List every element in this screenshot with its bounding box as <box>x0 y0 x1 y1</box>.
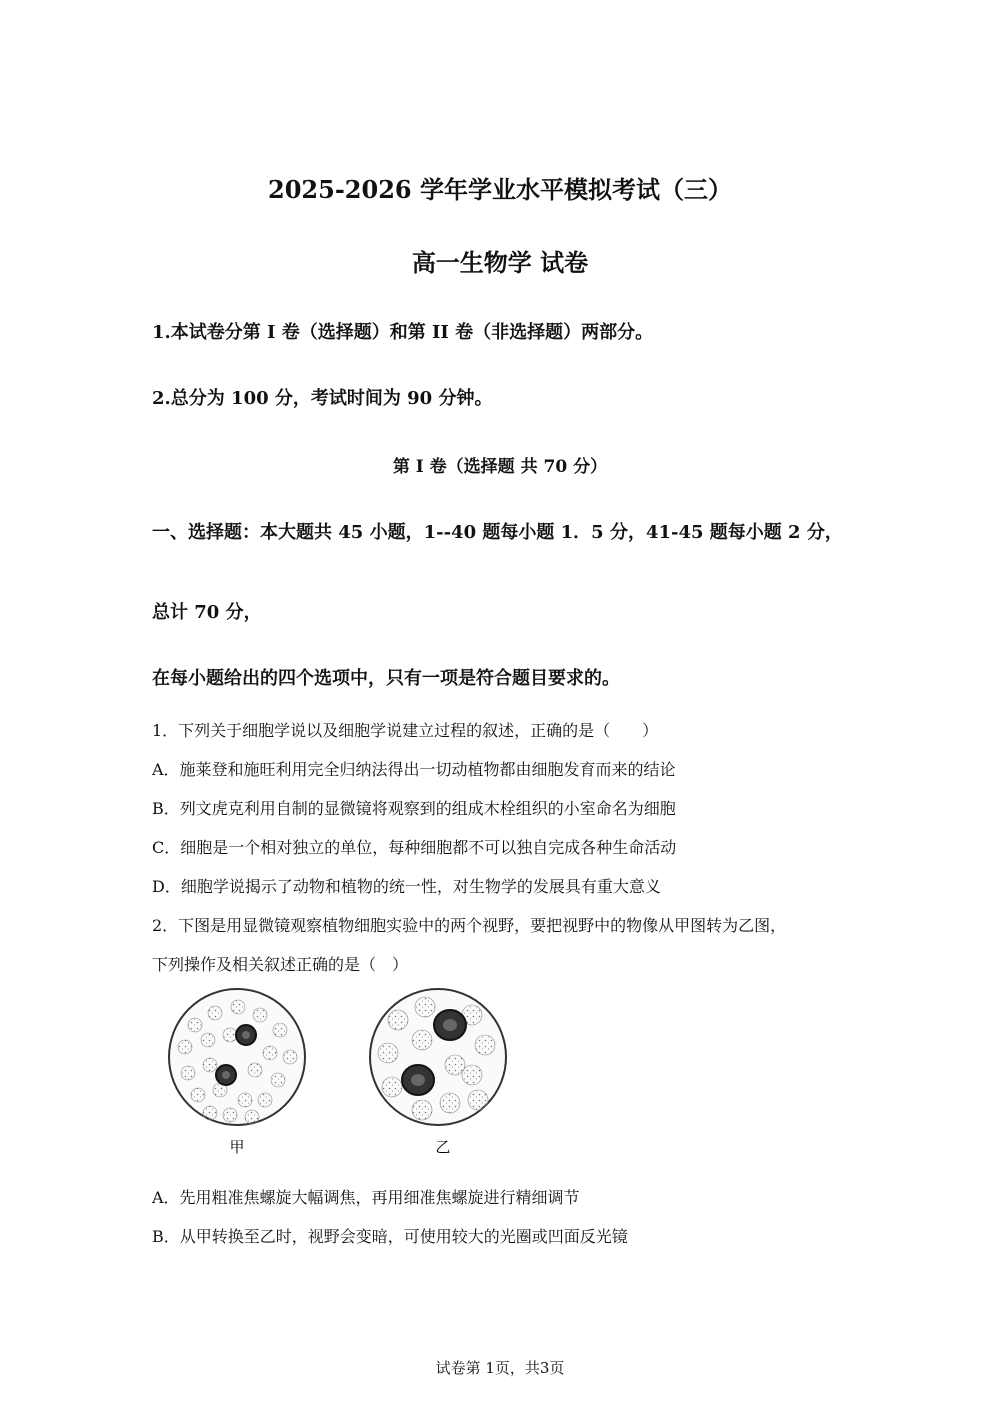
section-heading: 第 I 卷（选择题 共 70 分） <box>392 457 608 477</box>
section-instruction-3: 在每小题给出的四个选项中，只有一项是符合题目要求的。 <box>152 668 620 689</box>
exam-subtitle: 高一生物学 试卷 <box>411 248 589 277</box>
question-1-option-a: A．施莱登和施旺利用完全归纳法得出一切动植物都由细胞发育而来的结论 <box>152 760 676 779</box>
question-2-stem-line-1: 2．下图是用显微镜观察植物细胞实验中的两个视野，要把视野中的物像从甲图转为乙图， <box>152 916 787 935</box>
question-1-option-d: D．细胞学说揭示了动物和植物的统一性，对生物学的发展具有重大意义 <box>152 877 661 896</box>
question-2-stem-line-2: 下列操作及相关叙述正确的是（ ） <box>152 955 409 974</box>
note-2: 2.总分为 100 分，考试时间为 90 分钟。 <box>152 388 493 409</box>
microscope-views-illustration <box>160 985 520 1160</box>
figure-label-jia: 甲 <box>229 1138 245 1156</box>
question-1-option-c: C．细胞是一个相对独立的单位，每种细胞都不可以独自完成各种生命活动 <box>152 838 677 857</box>
section-instruction-2: 总计 70 分， <box>152 602 262 623</box>
page-footer: 试卷第 1页，共3页 <box>435 1359 565 1377</box>
note-1: 1.本试卷分第 I 卷（选择题）和第 II 卷（非选择题）两部分。 <box>152 322 654 343</box>
figure-label-yi: 乙 <box>435 1138 451 1156</box>
exam-title: 2025-2026 学年学业水平模拟考试（三） <box>268 175 732 204</box>
field-jia <box>169 989 305 1125</box>
field-yi <box>370 989 506 1125</box>
question-2-option-b: B．从甲转换至乙时，视野会变暗，可使用较大的光圈或凹面反光镜 <box>152 1227 628 1246</box>
question-2-option-a: A．先用粗准焦螺旋大幅调焦，再用细准焦螺旋进行精细调节 <box>152 1188 580 1207</box>
question-1-option-b: B．列文虎克利用自制的显微镜将观察到的组成木栓组织的小室命名为细胞 <box>152 799 676 818</box>
microscope-figure <box>160 985 520 1160</box>
section-instruction-1: 一、选择题：本大题共 45 小题，1--40 题每小题 1．5 分，41-45 题每小题 2 分， <box>152 522 843 543</box>
question-1-stem: 1．下列关于细胞学说以及细胞学说建立过程的叙述，正确的是（ ） <box>152 721 659 740</box>
